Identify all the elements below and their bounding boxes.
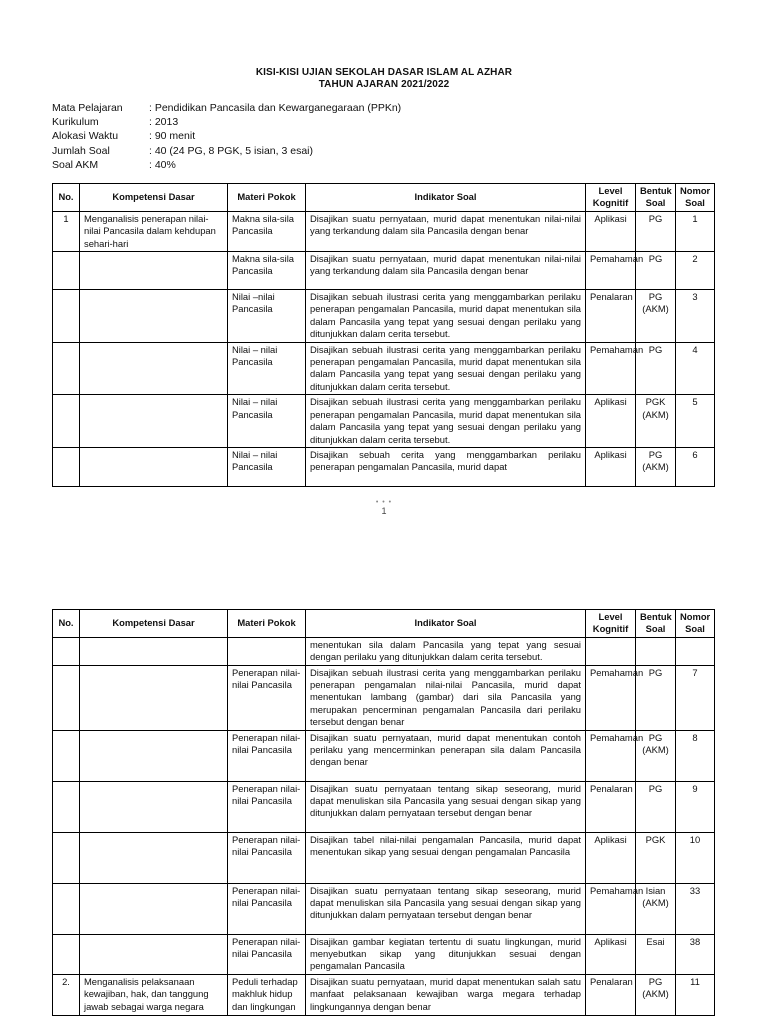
cell-level-kognitif: Pemahaman — [586, 730, 636, 781]
cell-materi-pokok: Nilai – nilai Pancasila — [228, 342, 306, 395]
cell-no — [53, 252, 80, 290]
cell-materi-pokok: Makna sila-sila Pancasila — [228, 252, 306, 290]
cell-materi-pokok: Penerapan nilai-nilai Pancasila — [228, 665, 306, 730]
cell-no — [53, 730, 80, 781]
cell-nomor-soal: 7 — [676, 665, 715, 730]
cell-materi-pokok: Penerapan nilai-nilai Pancasila — [228, 730, 306, 781]
cell-materi-pokok: Penerapan nilai-nilai Pancasila — [228, 832, 306, 883]
meta-value: : 40 (24 PG, 8 PGK, 5 isian, 3 esai) — [149, 144, 313, 157]
table-row — [53, 211, 715, 251]
cell-materi-pokok: Penerapan nilai-nilai Pancasila — [228, 934, 306, 974]
cell-kompetensi-dasar — [80, 665, 228, 730]
page-number-mark — [372, 500, 396, 516]
cell-kompetensi-dasar — [80, 934, 228, 974]
cell-nomor-soal: 1 — [676, 211, 715, 251]
table-header-row — [53, 610, 715, 638]
cell-indikator-soal: Disajikan suatu pernyataan tentang sikap seseorang, murid dapat menuliskan sila Pancasila yang sesuai dengan sikap yang ditunjukkan dalam pernyataan tersebut dengan benar — [306, 781, 586, 832]
cell-level-kognitif: Aplikasi — [586, 934, 636, 974]
cell-indikator-soal: Disajikan sebuah ilustrasi cerita yang menggambarkan perilaku penerapan pengamalan Pancasila, murid dapat menentukan sila dalam Pancasila yang tepat yang sesuai dengan perilaku yang ditunjukkan dalam cerita tersebut. — [306, 342, 586, 395]
cell-bentuk-soal: PG (AKM) — [636, 730, 676, 781]
cell-indikator-soal: Disajikan gambar kegiatan tertentu di suatu lingkungan, murid menyebutkan sikap yang ditunjukkan sesuai dengan pengamalan Pancasila — [306, 934, 586, 974]
meta-value: : 90 menit — [149, 130, 196, 143]
kisi-kisi-table-page-1 — [52, 183, 715, 487]
meta-row — [52, 101, 401, 115]
cell-no — [53, 781, 80, 832]
table-row — [53, 252, 715, 290]
cell-bentuk-soal: PG (AKM) — [636, 290, 676, 343]
cell-level-kognitif: Pemahaman — [586, 883, 636, 934]
table-row — [53, 832, 715, 883]
meta-label: Kurikulum — [52, 116, 99, 129]
cell-no — [53, 934, 80, 974]
cell-indikator-soal: Disajikan tabel nilai-nilai pengamalan Pancasila, murid dapat menentukan sikap yang sesuai dengan pengamalan Pancasila — [306, 832, 586, 883]
cell-level-kognitif: Aplikasi — [586, 832, 636, 883]
page-mark-dots: • • • — [375, 499, 393, 506]
cell-nomor-soal: 2 — [676, 252, 715, 290]
meta-row — [52, 158, 401, 172]
cell-no — [53, 290, 80, 343]
cell-nomor-soal: 6 — [676, 447, 715, 486]
page-number: 1 — [381, 506, 387, 516]
cell-kompetensi-dasar — [80, 252, 228, 290]
header-nomor-soal: Nomor Soal — [676, 610, 715, 638]
cell-nomor-soal: 5 — [676, 395, 715, 448]
cell-nomor-soal: 33 — [676, 883, 715, 934]
table-row — [53, 342, 715, 395]
cell-level-kognitif: Penalaran — [586, 290, 636, 343]
header-level-kognitif: Level Kognitif — [586, 610, 636, 638]
header-bentuk-soal: Bentuk Soal — [636, 184, 676, 212]
cell-indikator-soal: Disajikan suatu pernyataan, murid dapat menentukan contoh perilaku yang mencerminkan penerapan sila dalam Pancasila dengan benar — [306, 730, 586, 781]
table-row — [53, 781, 715, 832]
cell-no — [53, 395, 80, 448]
cell-kompetensi-dasar: Menganalisis pelaksanaan kewajiban, hak, dan tanggung jawab sebagai warga negara — [80, 974, 228, 1015]
cell-nomor-soal: 8 — [676, 730, 715, 781]
table-row — [53, 974, 715, 1015]
header-kompetensi-dasar: Kompetensi Dasar — [80, 610, 228, 638]
cell-indikator-soal: Disajikan suatu pernyataan, murid dapat menentukan nilai-nilai yang terkandung dalam sila Pancasila dengan benar — [306, 252, 586, 290]
table-row — [53, 290, 715, 343]
cell-materi-pokok: Nilai –nilai Pancasila — [228, 290, 306, 343]
meta-value: : 2013 — [149, 116, 179, 129]
cell-no — [53, 665, 80, 730]
document-title-line-2: TAHUN AJARAN 2021/2022 — [318, 79, 450, 90]
cell-nomor-soal: 9 — [676, 781, 715, 832]
cell-level-kognitif — [586, 637, 636, 665]
cell-level-kognitif: Pemahaman — [586, 665, 636, 730]
cell-materi-pokok: Penerapan nilai-nilai Pancasila — [228, 781, 306, 832]
cell-indikator-soal: Disajikan sebuah ilustrasi cerita yang menggambarkan perilaku penerapan pengamalan Pancasila, murid dapat menentukan sila dalam Pancasila yang tepat yang sesuai dengan perilaku yang ditunjukkan dalam cerita tersebut. — [306, 395, 586, 448]
meta-row — [52, 129, 401, 143]
cell-level-kognitif: Penalaran — [586, 781, 636, 832]
cell-indikator-soal: Disajikan suatu pernyataan, murid dapat menentukan nilai-nilai yang terkandung dalam sila Pancasila dengan benar — [306, 211, 586, 251]
cell-indikator-soal: Disajikan sebuah cerita yang menggambarkan perilaku penerapan pengamalan Pancasila, murid dapat — [306, 447, 586, 486]
cell-kompetensi-dasar — [80, 395, 228, 448]
cell-materi-pokok: Nilai – nilai Pancasila — [228, 395, 306, 448]
header-indikator-soal: Indikator Soal — [306, 610, 586, 638]
header-materi-pokok: Materi Pokok — [228, 610, 306, 638]
kisi-kisi-table-page-2 — [52, 609, 715, 1016]
cell-bentuk-soal: PG (AKM) — [636, 447, 676, 486]
cell-indikator-soal: Disajikan suatu pernyataan, murid dapat menentukan salah satu manfaat pelaksanaan kewajiban warga megara terhadap lingkungannya dengan benar — [306, 974, 586, 1015]
cell-no — [53, 883, 80, 934]
cell-bentuk-soal: PGK (AKM) — [636, 395, 676, 448]
cell-bentuk-soal: PG (AKM) — [636, 974, 676, 1015]
cell-kompetensi-dasar — [80, 447, 228, 486]
cell-bentuk-soal: PG — [636, 211, 676, 251]
cell-nomor-soal: 11 — [676, 974, 715, 1015]
cell-kompetensi-dasar — [80, 342, 228, 395]
header-bentuk-soal: Bentuk Soal — [636, 610, 676, 638]
cell-level-kognitif: Pemahaman — [586, 342, 636, 395]
cell-indikator-soal: Disajikan sebuah ilustrasi cerita yang menggambarkan perilaku penerapan pengamalan nilai-nilai Pancasila, murid dapat menentukan lambang (gambar) dari sila Pancasila yang merupakan pencerminan pengamalan Pancasila dari perilaku tersebut dengan benar — [306, 665, 586, 730]
cell-level-kognitif: Penalaran — [586, 974, 636, 1015]
cell-kompetensi-dasar — [80, 781, 228, 832]
cell-materi-pokok: Penerapan nilai-nilai Pancasila — [228, 883, 306, 934]
cell-kompetensi-dasar — [80, 832, 228, 883]
cell-level-kognitif: Pemahaman — [586, 252, 636, 290]
header-nomor-soal: Nomor Soal — [676, 184, 715, 212]
cell-nomor-soal: 38 — [676, 934, 715, 974]
meta-value: : 40% — [149, 158, 176, 171]
cell-nomor-soal — [676, 637, 715, 665]
cell-bentuk-soal: PG — [636, 781, 676, 832]
cell-bentuk-soal: PG — [636, 342, 676, 395]
cell-indikator-soal: menentukan sila dalam Pancasila yang tepat yang sesuai dengan perilaku yang ditunjukkan dalam cerita tersebut. — [306, 637, 586, 665]
cell-materi-pokok: Peduli terhadap makhluk hidup dan lingkungan — [228, 974, 306, 1015]
cell-level-kognitif: Aplikasi — [586, 447, 636, 486]
cell-materi-pokok — [228, 637, 306, 665]
cell-bentuk-soal: PG — [636, 665, 676, 730]
header-indikator-soal: Indikator Soal — [306, 184, 586, 212]
table-row — [53, 395, 715, 448]
header-materi-pokok: Materi Pokok — [228, 184, 306, 212]
cell-bentuk-soal — [636, 637, 676, 665]
meta-row — [52, 144, 401, 158]
cell-nomor-soal: 4 — [676, 342, 715, 395]
cell-bentuk-soal: Esai — [636, 934, 676, 974]
cell-materi-pokok: Makna sila-sila Pancasila — [228, 211, 306, 251]
cell-indikator-soal: Disajikan sebuah ilustrasi cerita yang menggambarkan perilaku penerapan pengamalan Pancasila, murid dapat menentukan sila dalam Pancasila yang tepat yang sesuai dengan perilaku yang ditunjukkan dalam cerita tersebut. — [306, 290, 586, 343]
table-row — [53, 637, 715, 665]
meta-label: Soal AKM — [52, 158, 99, 171]
cell-materi-pokok: Nilai – nilai Pancasila — [228, 447, 306, 486]
meta-label: Jumlah Soal — [52, 144, 110, 157]
cell-bentuk-soal: Isian (AKM) — [636, 883, 676, 934]
cell-no — [53, 342, 80, 395]
meta-label: Mata Pelajaran — [52, 102, 123, 114]
cell-no — [53, 637, 80, 665]
cell-no: 1 — [53, 211, 80, 251]
cell-kompetensi-dasar: Menganalisis penerapan nilai-nilai Pancasila dalam kehdupan sehari-hari — [80, 211, 228, 251]
cell-no — [53, 447, 80, 486]
table-row — [53, 883, 715, 934]
header-level-kognitif: Level Kognitif — [586, 184, 636, 212]
cell-kompetensi-dasar — [80, 883, 228, 934]
meta-value: : Pendidikan Pancasila dan Kewarganegaraan (PPKn) — [149, 102, 402, 114]
table-row — [53, 665, 715, 730]
cell-nomor-soal: 3 — [676, 290, 715, 343]
cell-no: 2. — [53, 974, 80, 1015]
meta-row — [52, 115, 401, 129]
table-row — [53, 934, 715, 974]
table-row — [53, 730, 715, 781]
header-kompetensi-dasar: Kompetensi Dasar — [80, 184, 228, 212]
header-no: No. — [53, 184, 80, 212]
cell-level-kognitif: Aplikasi — [586, 211, 636, 251]
table-header-row — [53, 184, 715, 212]
cell-level-kognitif: Aplikasi — [586, 395, 636, 448]
cell-kompetensi-dasar — [80, 730, 228, 781]
table-row — [53, 447, 715, 486]
cell-bentuk-soal: PGK — [636, 832, 676, 883]
header-no: No. — [53, 610, 80, 638]
cell-no — [53, 832, 80, 883]
cell-indikator-soal: Disajikan suatu pernyataan tentang sikap seseorang, murid dapat menuliskan sila Pancasila yang sesuai dengan sikap yang ditunjukkan dalam pernyataan tersebut dengan benar — [306, 883, 586, 934]
meta-label: Alokasi Waktu — [52, 130, 119, 143]
cell-nomor-soal: 10 — [676, 832, 715, 883]
cell-kompetensi-dasar — [80, 637, 228, 665]
cell-kompetensi-dasar — [80, 290, 228, 343]
document-title-line-1: KISI-KISI UJIAN SEKOLAH DASAR ISLAM AL AZHAR — [255, 67, 513, 78]
metadata-block — [52, 101, 401, 172]
cell-bentuk-soal: PG — [636, 252, 676, 290]
